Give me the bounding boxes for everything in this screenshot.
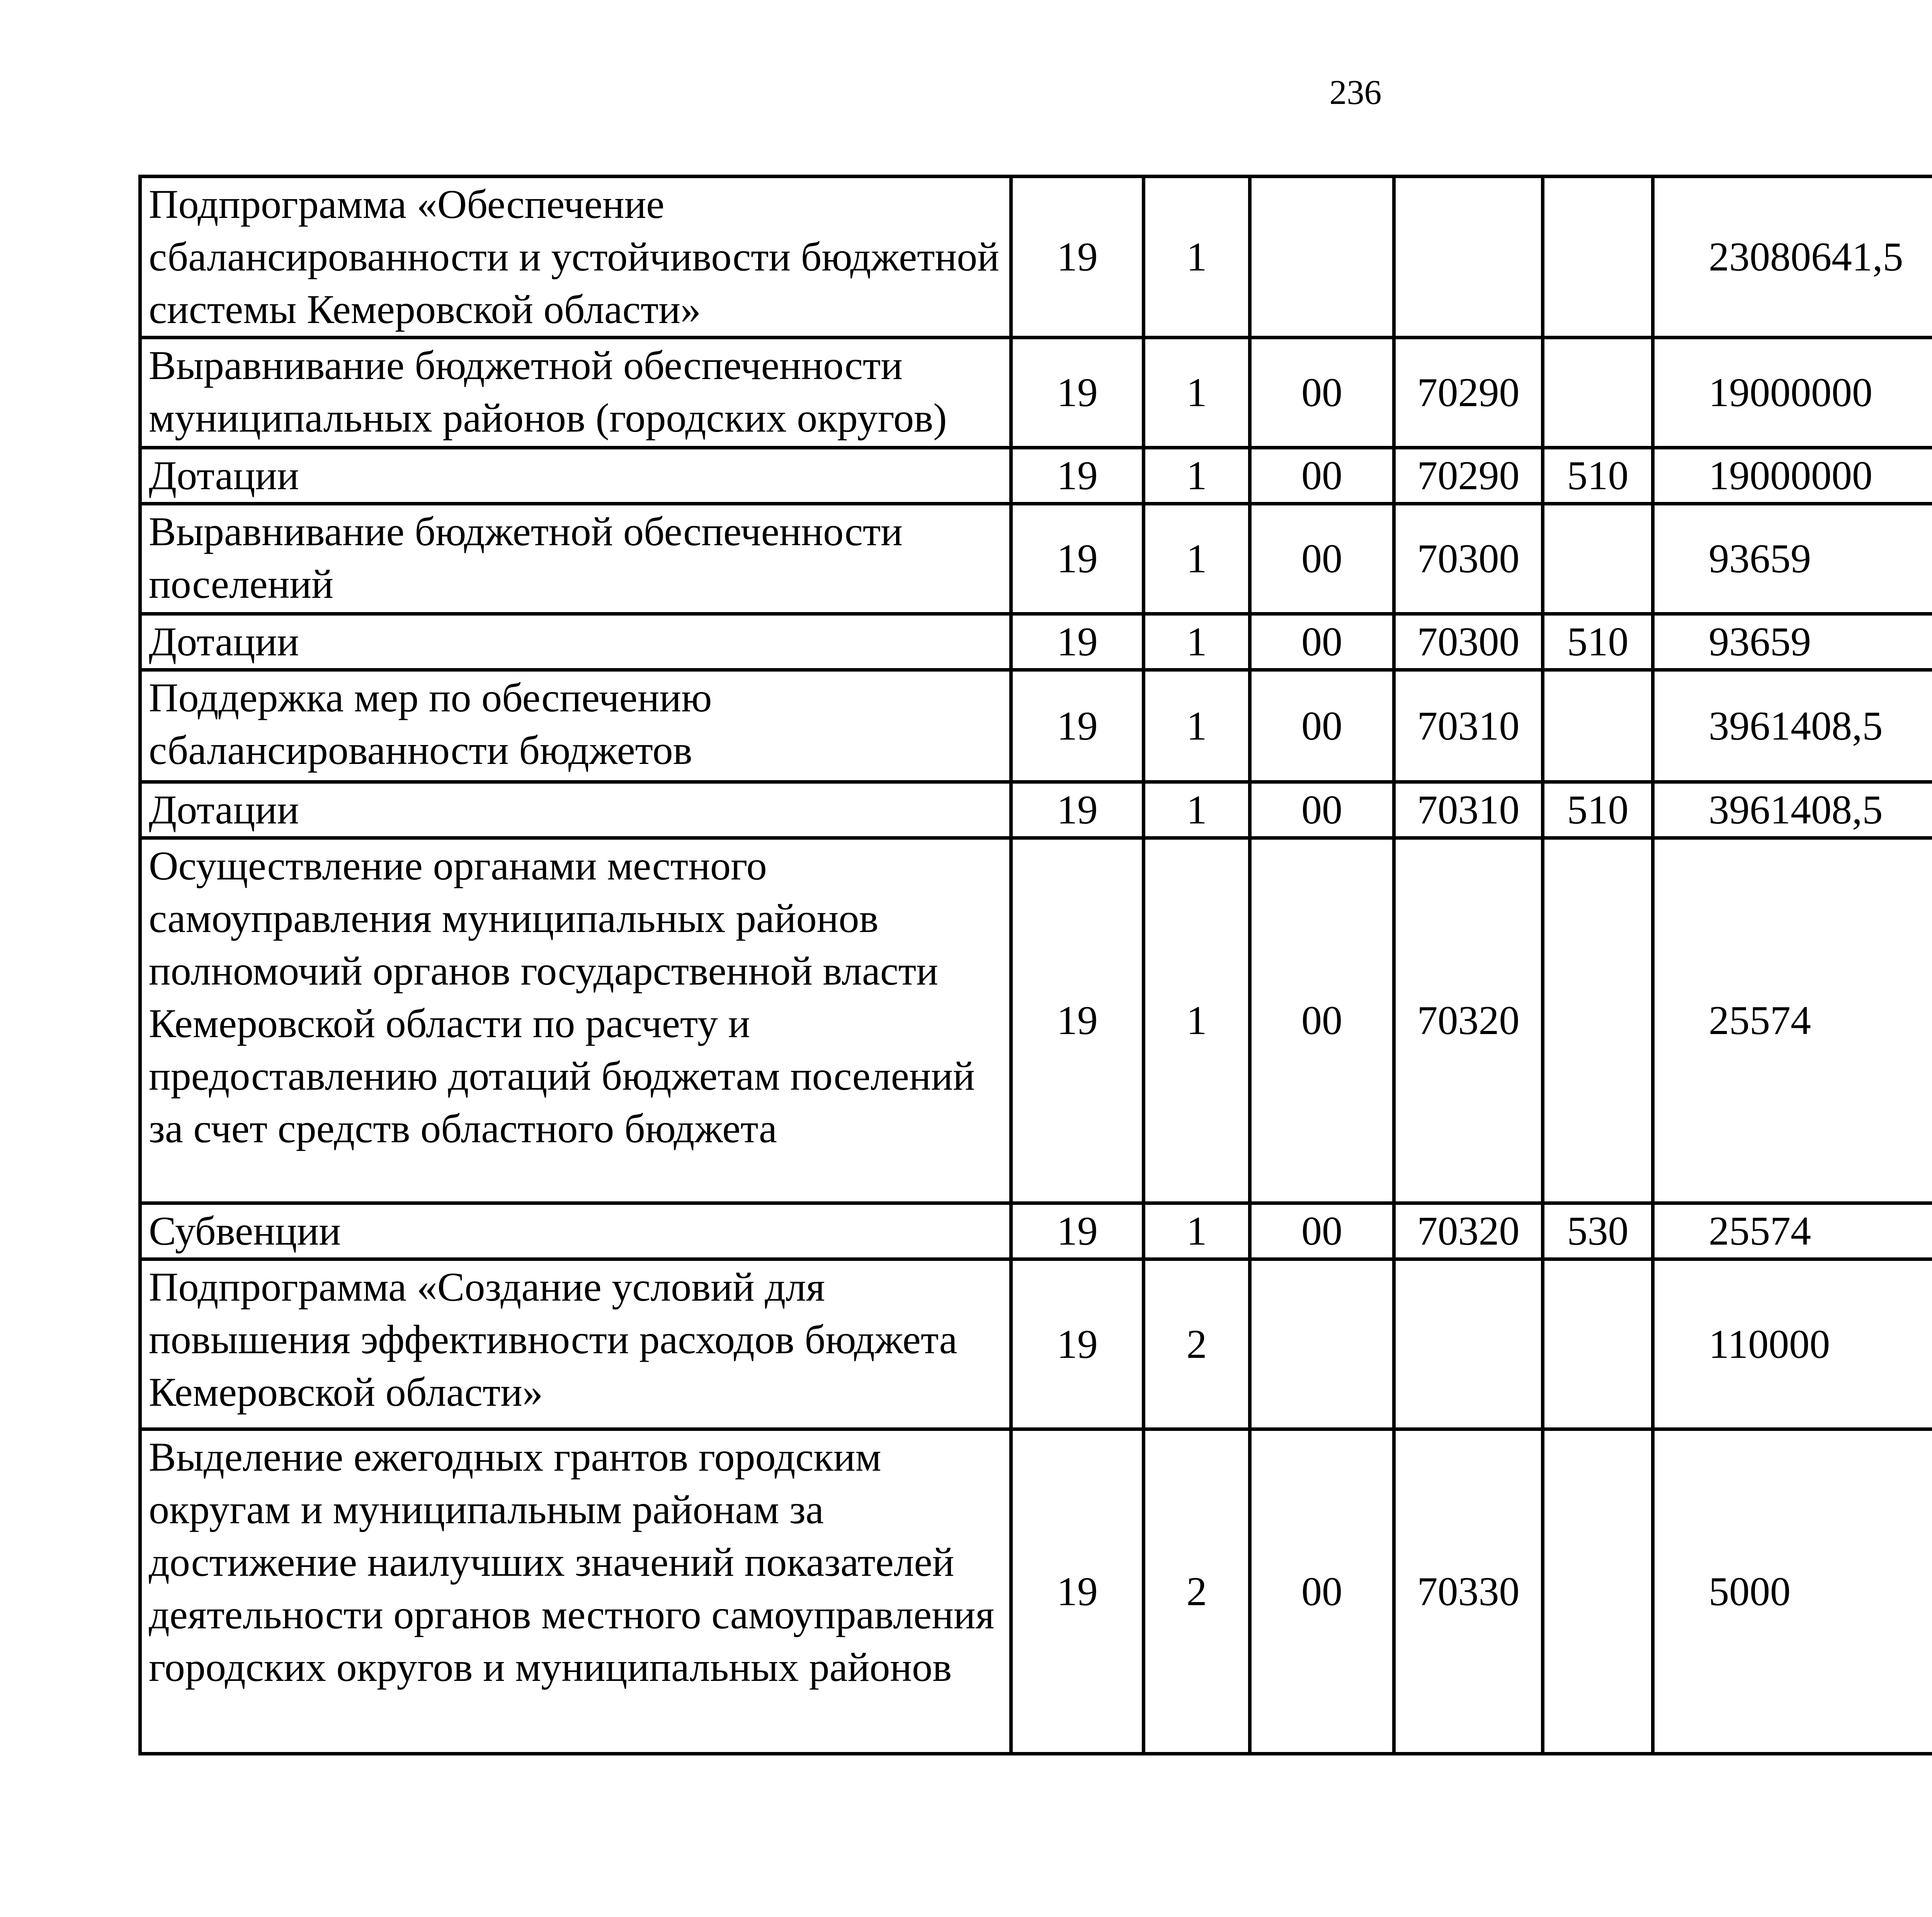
cell-code-1: 19: [1011, 1429, 1144, 1754]
row-name: Выделение ежегодных грантов городским округам и муниципальным районам за достижение наилучших значений показателей деятельности органов местного самоуправления городских округов и муниципальных районов: [140, 1429, 1011, 1754]
cell-code-3: 00: [1250, 448, 1394, 504]
cell-code-2: 2: [1144, 1259, 1250, 1429]
cell-code-1: 19: [1011, 782, 1144, 838]
cell-code-3: 00: [1250, 614, 1394, 670]
row-name: Дотации: [140, 614, 1011, 670]
cell-code-1: 19: [1011, 838, 1144, 1203]
cell-code-3: 00: [1250, 670, 1394, 782]
cell-code-5: [1543, 1259, 1653, 1429]
cell-code-3: 00: [1250, 338, 1394, 448]
cell-code-1: 19: [1011, 338, 1144, 448]
cell-amount-1: 3961408,5: [1653, 782, 1932, 838]
cell-code-2: 1: [1144, 670, 1250, 782]
cell-code-4: [1394, 1259, 1543, 1429]
cell-code-5: [1543, 670, 1653, 782]
row-name: Осуществление органами местного самоуправления муниципальных районов полномочий органов государственной власти Кемеровской области по расчету и предоставлению дотаций бюджетам поселений за счет средств областного бюджета: [140, 838, 1011, 1203]
cell-amount-1: 93659: [1653, 614, 1932, 670]
cell-amount-1: 110000: [1653, 1259, 1932, 1429]
table-row: [140, 448, 1932, 504]
table-row: [140, 338, 1932, 448]
cell-code-5: [1543, 1429, 1653, 1754]
cell-amount-1: 3961408,5: [1653, 670, 1932, 782]
cell-code-4: 70300: [1394, 504, 1543, 614]
cell-amount-1: 23080641,5: [1653, 177, 1932, 338]
table-row: [140, 504, 1932, 614]
cell-code-1: 19: [1011, 614, 1144, 670]
budget-table: [138, 175, 1932, 1755]
row-name: Подпрограмма «Обеспечение сбалансированности и устойчивости бюджетной системы Кемеровской области»: [140, 177, 1011, 338]
table-row: [140, 670, 1932, 782]
cell-code-4: 70290: [1394, 448, 1543, 504]
cell-amount-1: 19000000: [1653, 448, 1932, 504]
cell-code-1: 19: [1011, 177, 1144, 338]
row-name: Выравнивание бюджетной обеспеченности муниципальных районов (городских округов): [140, 338, 1011, 448]
cell-code-2: 1: [1144, 448, 1250, 504]
cell-code-1: 19: [1011, 670, 1144, 782]
cell-code-4: [1394, 177, 1543, 338]
cell-code-2: 1: [1144, 782, 1250, 838]
row-name: Выравнивание бюджетной обеспеченности поселений: [140, 504, 1011, 614]
table-row: [140, 1429, 1932, 1754]
table-row: [140, 614, 1932, 670]
cell-code-2: 1: [1144, 177, 1250, 338]
cell-code-5: 510: [1543, 782, 1653, 838]
table-row: [140, 1259, 1932, 1429]
cell-code-2: 2: [1144, 1429, 1250, 1754]
cell-code-4: 70310: [1394, 670, 1543, 782]
cell-code-4: 70300: [1394, 614, 1543, 670]
cell-amount-1: 25574: [1653, 838, 1932, 1203]
cell-code-5: [1543, 338, 1653, 448]
cell-amount-1: 93659: [1653, 504, 1932, 614]
cell-code-3: 00: [1250, 1429, 1394, 1754]
cell-code-2: 1: [1144, 338, 1250, 448]
row-name: Поддержка мер по обеспечению сбалансированности бюджетов: [140, 670, 1011, 782]
cell-code-1: 19: [1011, 448, 1144, 504]
cell-amount-1: 5000: [1653, 1429, 1932, 1754]
cell-code-4: 70290: [1394, 338, 1543, 448]
cell-code-2: 1: [1144, 614, 1250, 670]
cell-code-5: 510: [1543, 448, 1653, 504]
cell-code-5: 510: [1543, 614, 1653, 670]
cell-code-2: 1: [1144, 838, 1250, 1203]
page-number: 236: [1329, 73, 1382, 112]
cell-code-5: [1543, 838, 1653, 1203]
cell-amount-1: 25574: [1653, 1203, 1932, 1259]
cell-code-4: 70310: [1394, 782, 1543, 838]
cell-code-1: 19: [1011, 504, 1144, 614]
cell-code-1: 19: [1011, 1259, 1144, 1429]
cell-code-3: 00: [1250, 504, 1394, 614]
table-row: [140, 838, 1932, 1203]
cell-code-3: [1250, 1259, 1394, 1429]
row-name: Субвенции: [140, 1203, 1011, 1259]
cell-code-4: 70320: [1394, 838, 1543, 1203]
cell-code-4: 70330: [1394, 1429, 1543, 1754]
cell-code-5: [1543, 504, 1653, 614]
cell-code-3: 00: [1250, 838, 1394, 1203]
cell-code-3: [1250, 177, 1394, 338]
cell-amount-1: 19000000: [1653, 338, 1932, 448]
cell-code-2: 1: [1144, 1203, 1250, 1259]
cell-code-3: 00: [1250, 1203, 1394, 1259]
cell-code-4: 70320: [1394, 1203, 1543, 1259]
row-name: Дотации: [140, 448, 1011, 504]
table-row: [140, 177, 1932, 338]
table-row: [140, 1203, 1932, 1259]
row-name: Дотации: [140, 782, 1011, 838]
table-row: [140, 782, 1932, 838]
cell-code-5: [1543, 177, 1653, 338]
cell-code-1: 19: [1011, 1203, 1144, 1259]
row-name: Подпрограмма «Создание условий для повышения эффективности расходов бюджета Кемеровской области»: [140, 1259, 1011, 1429]
cell-code-2: 1: [1144, 504, 1250, 614]
cell-code-3: 00: [1250, 782, 1394, 838]
cell-code-5: 530: [1543, 1203, 1653, 1259]
